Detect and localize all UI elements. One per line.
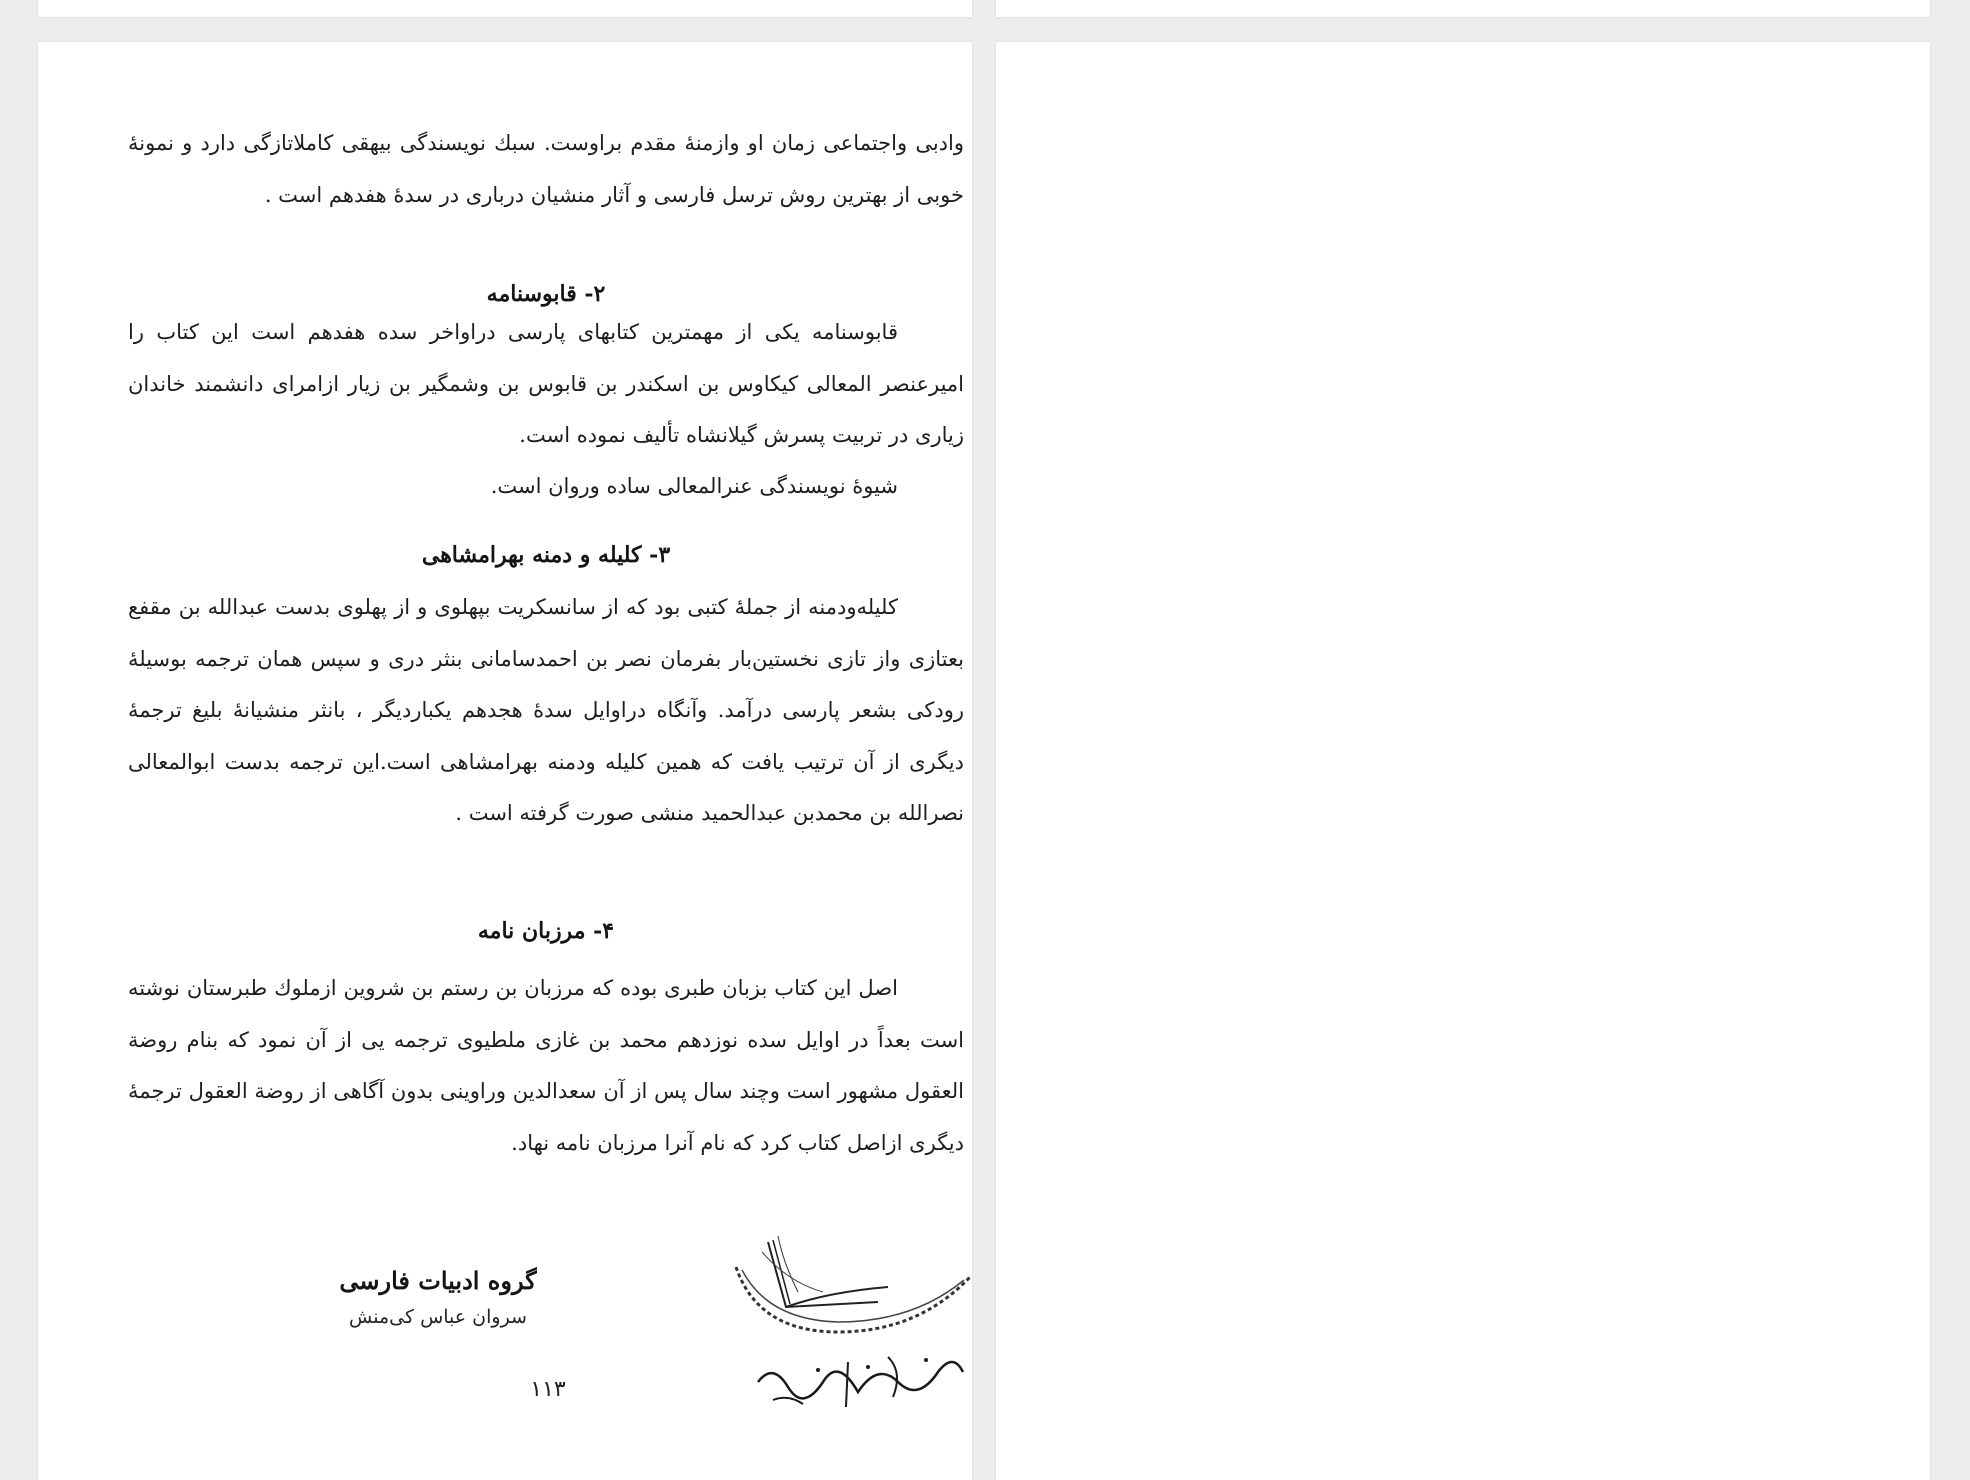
paragraph-bayhaqi: وادبی واجتماعی زمان او وازمنهٔ مقدم براوست. سبك نویسندگی بیهقی کاملاتازگی دارد و نمونهٔ خوبی از بهترین روش ترسل فارسی و آثار منشیان درباری در سدهٔ هفدهم است . xyxy=(128,131,964,207)
page-number: ۱۱۳ xyxy=(530,1377,566,1402)
signature-group-title: گروه ادبیات فارسی xyxy=(339,1266,537,1295)
paragraph-kalileh: کلیله‌ودمنه از جملهٔ کتبی بود که از سانسکریت بپهلوی و از پهلوی بدست عبدالله بن مقفع بعتازی واز تازی نخستین‌بار بفرمان نصر بن احمدسامانی بنثر دری و سپس همان ترجمه بوسیلهٔ رودکی بشعر پارسی درآمد. وآنگاه دراوایل سدهٔ هجدهم یکباردیگر ، بانثر منشیانهٔ بلیغ ترجمهٔ دیگری از آن ترتیب یافت که همین کلیله ودمنه بهرامشاهی است.این ترجمه بدست ابوالمعالی نصرالله بن محمدبن عبدالحمید منشی صورت گرفته است . xyxy=(128,595,964,825)
document-page xyxy=(38,42,972,1480)
previous-page-bottom-edge-right xyxy=(996,0,1930,17)
previous-page-bottom-edge xyxy=(38,0,972,17)
paragraph-qabusnameh: قابوسنامه یکی از مهمترین کتابهای پارسی دراواخر سده هفدهم است این کتاب را امیرعنصر المعالی کیکاوس بن اسکندر بن قابوس بن وشمگیر بن زیار ازامرای دانشمند خاندان زیاری در تربیت پسرش گیلانشاه تألیف نموده است. xyxy=(128,320,964,447)
blank-facing-page xyxy=(996,42,1930,1480)
library-stamp-logo xyxy=(728,1222,978,1422)
paragraph-marzbannameh: اصل این کتاب بزبان طبری بوده که مرزبان بن رستم بن شروین ازملوك طبرستان نوشته است بعداً در اوایل سده نوزدهم محمد بن غازی ملطیوی ترجمه یی از آن نمود که بنام روضة العقول مشهور است وچند سال پس از آن سعدالدین وراوینی بدون آگاهی از روضة العقول ترجمهٔ دیگری ازاصل کتاب کرد که نام آنرا مرزبان نامه نهاد. xyxy=(128,976,964,1155)
section-heading-marzbannameh: ۴- مرزبان نامه xyxy=(477,918,615,944)
section-heading-qabusnameh: ۲- قابوسنامه xyxy=(486,281,606,307)
paragraph-qabusnameh-style: شیوهٔ نویسندگی عنرالمعالی ساده وروان است. xyxy=(490,474,898,498)
signature-author-name: سروان عباس کی‌منش xyxy=(349,1306,527,1328)
section-heading-kalileh: ۳- کلیله و دمنه بهرامشاهی xyxy=(421,542,671,568)
